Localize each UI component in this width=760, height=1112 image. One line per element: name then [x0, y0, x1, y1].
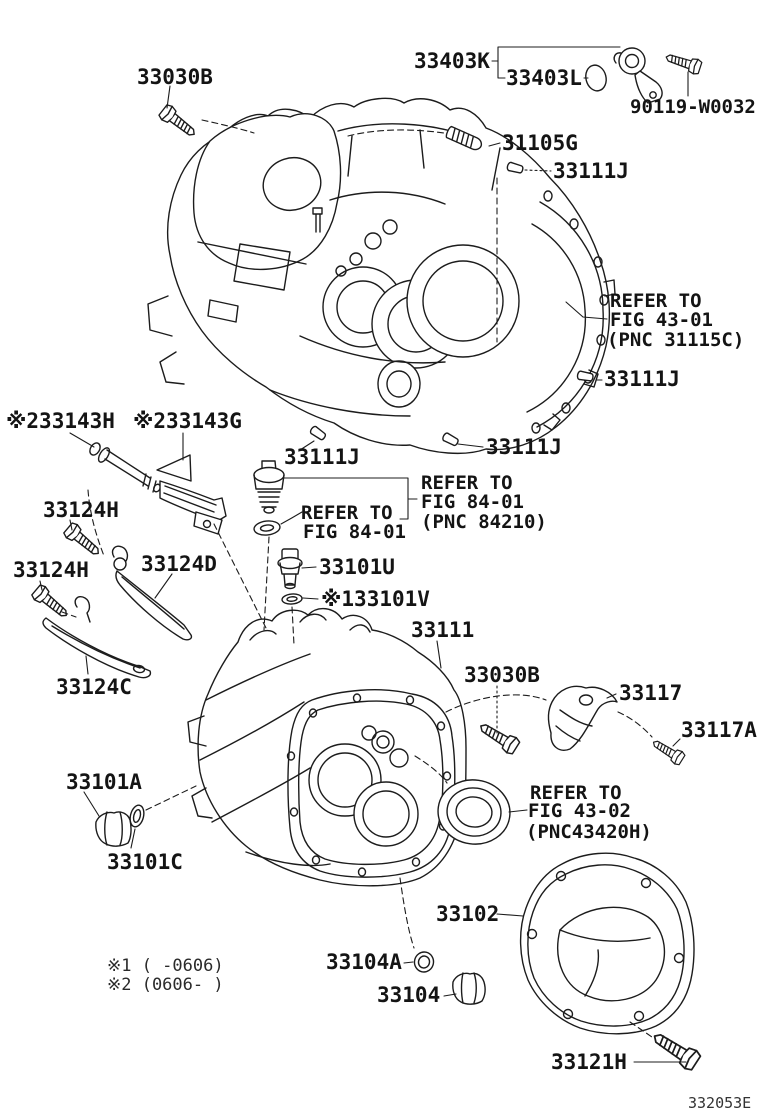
label-refer-fig8401box-line3: (PNC 84210)	[421, 511, 547, 533]
label-33124c: 33124C	[56, 675, 132, 699]
label-33111j-4: 33111J	[486, 435, 562, 459]
label-90119-w0032: 90119-W0032	[630, 96, 756, 118]
bolt-90119-drawing	[664, 50, 703, 76]
label-233143g: ※233143G	[133, 409, 242, 433]
label-refer-fig4301-line1: REFER TO	[610, 290, 702, 312]
label-33403l: 33403L	[506, 66, 582, 90]
label-refer-fig8401box-line2: FIG 84-01	[421, 491, 524, 513]
stud-233143h-drawing	[88, 441, 162, 493]
label-refer-fig4301-line2: FIG 43-01	[610, 309, 713, 331]
label-refer-fig4301-line3: (PNC 31115C)	[607, 329, 745, 351]
page-code: 332053E	[688, 1094, 752, 1112]
label-33124h-1: 33124H	[43, 498, 119, 522]
label-33124h-2: 33124H	[13, 558, 89, 582]
plug-33104-drawing	[453, 973, 485, 1004]
gasket-84210-drawing	[253, 520, 280, 537]
bracket-233143g-drawing	[157, 455, 226, 534]
label-refer-fig4302-line2: FIG 43-02	[528, 800, 631, 822]
label-refer-fig4302-line3: (PNC43420H)	[526, 821, 652, 843]
bolt-33124h-2-drawing	[31, 583, 72, 621]
label-33111: 33111	[411, 618, 475, 642]
label-refer-fig8401box-line1: REFER TO	[421, 472, 513, 494]
speed-sensor-33403-drawing	[614, 48, 662, 103]
switch-84210-drawing	[254, 461, 284, 513]
gasket-133101v-drawing	[282, 593, 303, 605]
label-refer-fig8401-line2: FIG 84-01	[303, 521, 406, 543]
label-233143h: ※233143H	[6, 409, 115, 433]
label-33102: 33102	[436, 902, 500, 926]
label-refer-fig4302-line1: REFER TO	[530, 782, 622, 804]
label-33111j-1: 33111J	[553, 159, 629, 183]
bolt-33030b-mid-drawing	[476, 718, 521, 755]
bracket-33117-drawing	[548, 686, 617, 750]
label-33403k: 33403K	[414, 49, 490, 73]
bolt-33121h-drawing	[649, 1027, 702, 1072]
plug-33101a-drawing	[96, 812, 131, 846]
sensor-33101u-drawing	[278, 549, 302, 589]
case-cover-33102-drawing	[521, 853, 694, 1034]
label-refer-fig8401-line1: REFER TO	[301, 502, 393, 524]
label-31105g: 31105G	[502, 131, 578, 155]
bolt-33124h-1-drawing	[63, 521, 104, 559]
label-33104: 33104	[377, 983, 441, 1007]
label-33104a: 33104A	[326, 950, 402, 974]
label-33124d: 33124D	[141, 552, 217, 576]
bolt-33030b-top-drawing	[158, 103, 200, 141]
label-33117: 33117	[619, 681, 683, 705]
label-33111j-3: 33111J	[284, 445, 360, 469]
note-applicability-1: ※1 ( -0606)	[107, 956, 224, 976]
gasket-33104a-drawing	[413, 950, 436, 974]
pin-33111j-3-drawing	[309, 425, 327, 441]
label-33030b-mid: 33030B	[464, 663, 540, 687]
transaxle-case-33111-drawing	[188, 609, 466, 886]
label-33101a: 33101A	[66, 770, 142, 794]
label-33101u: 33101U	[319, 555, 395, 579]
note-applicability-2: ※2 (0606- )	[107, 975, 224, 995]
label-33121h: 33121H	[551, 1050, 627, 1074]
label-33111j-2: 33111J	[604, 367, 680, 391]
label-33030b-top: 33030B	[137, 65, 213, 89]
label-33117a: 33117A	[681, 718, 757, 742]
label-33101c: 33101C	[107, 850, 183, 874]
label-133101v: ※133101V	[321, 587, 430, 611]
